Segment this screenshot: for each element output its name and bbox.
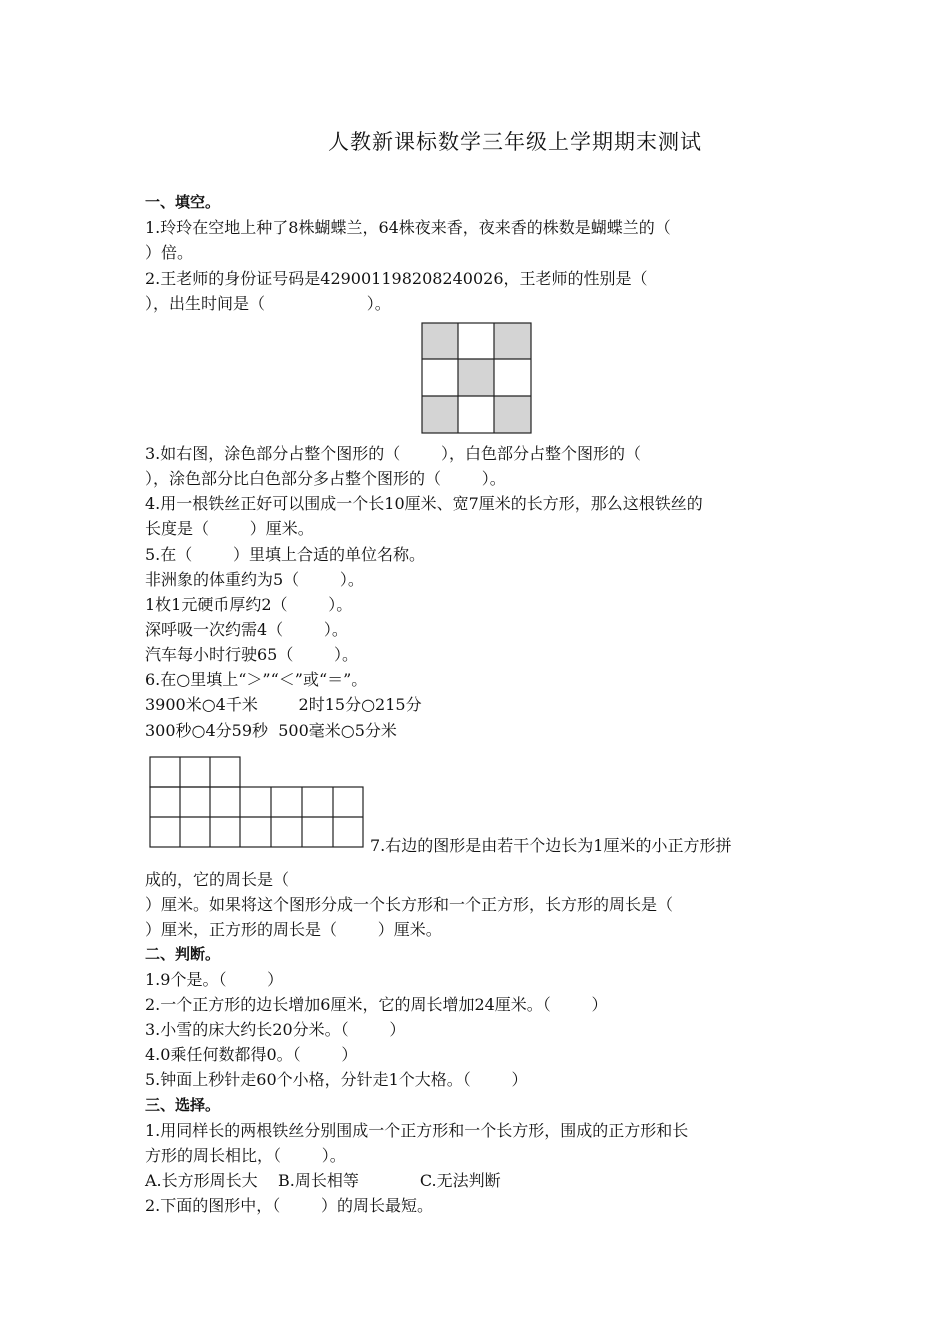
question-line: ），出生时间是（ ）。 (145, 294, 391, 313)
question-line: 7.右边的图形是由若干个边长为1厘米的小正方形拼 (370, 836, 732, 855)
section-heading-judge: 二、判断。 (145, 945, 221, 963)
question-line: 汽车每小时行驶65（ ）。 (145, 645, 359, 664)
question-line: 3900米○4千米 2时15分○215分 (145, 695, 422, 714)
question-line: ）厘米。如果将这个图形分成一个长方形和一个正方形，长方形的周长是（ (145, 895, 674, 914)
question-line: ）厘米，正方形的周长是（ ）厘米。 (145, 920, 442, 939)
question-line: 长度是（ ）厘米。 (145, 519, 314, 538)
shaded-cell (494, 396, 531, 433)
question-line: 2.王老师的身份证号码是429001198208240026，王老师的性别是（ (145, 269, 648, 288)
question-line: 方形的周长相比，（ ）。 (145, 1146, 346, 1165)
question-line: 1.用同样长的两根铁丝分别围成一个正方形和一个长方形，围成的正方形和长 (145, 1121, 689, 1140)
section-heading-fill: 一、填空。 (145, 193, 221, 211)
question-line: ），涂色部分比白色部分多占整个图形的（ ）。 (145, 469, 506, 488)
question-line: 非洲象的体重约为5（ ）。 (145, 570, 364, 589)
question-line: 2.一个正方形的边长增加6厘米，它的周长增加24厘米。（ ） (145, 995, 608, 1014)
l-shape-grid-figure (149, 756, 367, 849)
shaded-cell (458, 359, 494, 396)
checker-grid-figure (421, 322, 533, 434)
section-heading-choice: 三、选择。 (145, 1096, 221, 1114)
question-line: 5.在（ ）里填上合适的单位名称。 (145, 545, 425, 564)
question-line: 1.玲玲在空地上种了8株蝴蝶兰，64株夜来香，夜来香的株数是蝴蝶兰的（ (145, 218, 671, 237)
shaded-cell (422, 396, 458, 433)
question-line: 3.如右图，涂色部分占整个图形的（ ），白色部分占整个图形的（ (145, 444, 641, 463)
question-line: 2.下面的图形中，（ ）的周长最短。 (145, 1196, 433, 1215)
question-line: ）倍。 (145, 243, 194, 262)
question-line: 5.钟面上秒针走60个小格，分针走1个大格。（ ） (145, 1070, 528, 1089)
shaded-cell (494, 323, 531, 359)
question-line: 6.在○里填上“＞”“＜”或“＝”。 (145, 670, 368, 689)
question-line: 3.小雪的床大约长20分米。（ ） (145, 1020, 406, 1039)
question-line: 1.9个是。（ ） (145, 970, 284, 989)
question-line: 300秒○4分59秒 500毫米○5分米 (145, 721, 397, 740)
question-line: A.长方形周长大 B.周长相等 C.无法判断 (145, 1171, 501, 1190)
page-title: 人教新课标数学三年级上学期期末测试 (328, 130, 702, 154)
question-line: 深呼吸一次约需4（ ）。 (145, 620, 348, 639)
question-line: 成的，它的周长是（ (145, 870, 290, 889)
question-line: 1枚1元硬币厚约2（ ）。 (145, 595, 353, 614)
question-line: 4.用一根铁丝正好可以围成一个长10厘米、宽7厘米的长方形，那么这根铁丝的 (145, 494, 703, 513)
question-line: 4.0乘任何数都得0。（ ） (145, 1045, 358, 1064)
shaded-cell (422, 323, 458, 359)
